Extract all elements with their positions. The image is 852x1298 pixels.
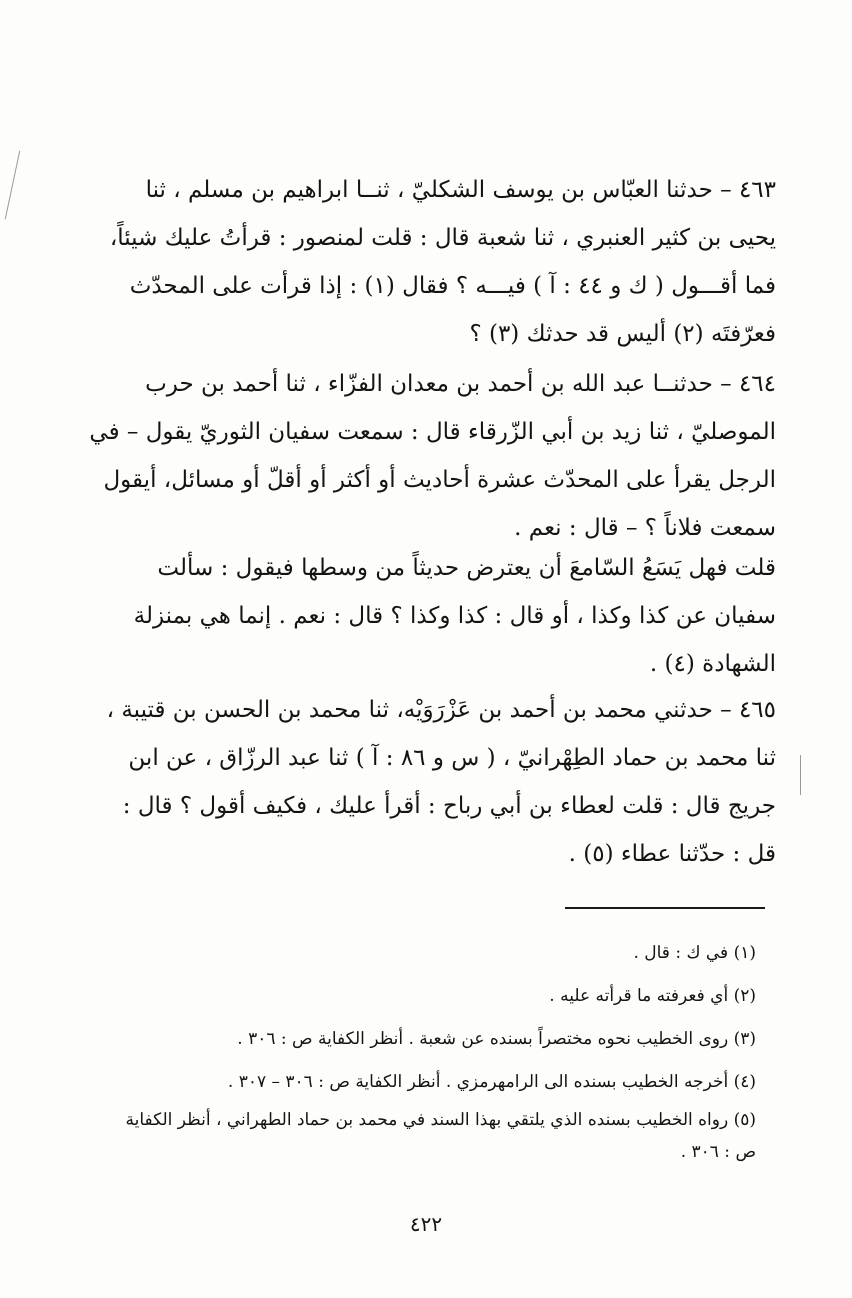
- footnote-3: (٣) روى الخطيب نحوه مختصراً بسنده عن شعبة . أنظر الكفاية ص : ٣٠٦ .: [237, 1029, 756, 1049]
- page-number: ٤٢٢: [409, 1212, 443, 1236]
- text-line: فعرّفتَه (٢) أليس قد حدثك (٣) ؟: [469, 321, 776, 347]
- footnote-5: (٥) رواه الخطيب بسنده الذي يلتقي بهذا السند في محمد بن حماد الطهراني ، أنظر الكفاية: [125, 1110, 756, 1130]
- footnotes: [96, 932, 756, 1168]
- footnote-5-continued: ص : ٣٠٦ .: [680, 1142, 756, 1162]
- text-line: فما أقـــول ( ك و ٤٤ : آ ) فيـــه ؟ فقال (١) : إذا قرأت على المحدّث: [129, 273, 776, 299]
- paragraph-question: [100, 544, 776, 688]
- text-line: يحيى بن كثير العنبري ، ثنا شعبة قال : قلت لمنصور : قرأتُ عليك شيئاً،: [109, 225, 776, 251]
- text-line: ٤٦٣ – حدثنا العبّاس بن يوسف الشكليّ ، ثنــا ابراهيم بن مسلم ، ثنا: [145, 177, 776, 203]
- footnote-separator: [565, 907, 765, 909]
- text-line: الموصليّ ، ثنا زيد بن أبي الزّرقاء قال : سمعت سفيان الثوريّ يقول – في: [89, 419, 776, 445]
- paragraph-465: [100, 686, 776, 878]
- text-line: ثنا محمد بن حماد الطِهْرانيّ ، ( س و ٨٦ : آ ) ثنا عبد الرزّاق ، عن ابن: [128, 745, 776, 771]
- footnote-2: (٢) أي فعرفته ما قرأته عليه .: [549, 986, 756, 1006]
- text-line: ٤٦٥ – حدثني محمد بن أحمد بن عَزْرَوَيْه، ثنا محمد بن الحسن بن قتيبة ،: [106, 697, 776, 723]
- footnote-1: (١) في ك : قال .: [633, 943, 756, 963]
- text-line: جريج قال : قلت لعطاء بن أبي رباح : أقرأ عليك ، فكيف أقول ؟ قال :: [122, 793, 776, 819]
- text-line: الرجل يقرأ على المحدّث عشرة أحاديث أو أكثر أو أقلّ أو مسائل، أيقول: [103, 467, 776, 493]
- left-margin-mark: [5, 151, 21, 220]
- right-margin-mark: [800, 755, 801, 795]
- text-line: قلت فهل يَسَعُ السّامعَ أن يعترض حديثاً من وسطها فيقول : سألت: [157, 555, 776, 581]
- footnote-4: (٤) أخرجه الخطيب بسنده الى الرامهرمزي . أنظر الكفاية ص : ٣٠٦ – ٣٠٧ .: [227, 1072, 756, 1092]
- paragraph-464: [89, 360, 776, 552]
- text-line: قل : حدّثنا عطاء (٥) .: [568, 841, 776, 867]
- text-line: الشهادة (٤) .: [649, 651, 776, 677]
- paragraph-463: [100, 166, 776, 358]
- text-line: ٤٦٤ – حدثنــا عبد الله بن أحمد بن معدان الفزّاء ، ثنا أحمد بن حرب: [145, 371, 776, 397]
- text-line: سفيان عن كذا وكذا ، أو قال : كذا وكذا ؟ قال : نعم . إنما هي بمنزلة: [133, 603, 776, 629]
- text-line: سمعت فلاناً ؟ – قال : نعم .: [514, 515, 776, 541]
